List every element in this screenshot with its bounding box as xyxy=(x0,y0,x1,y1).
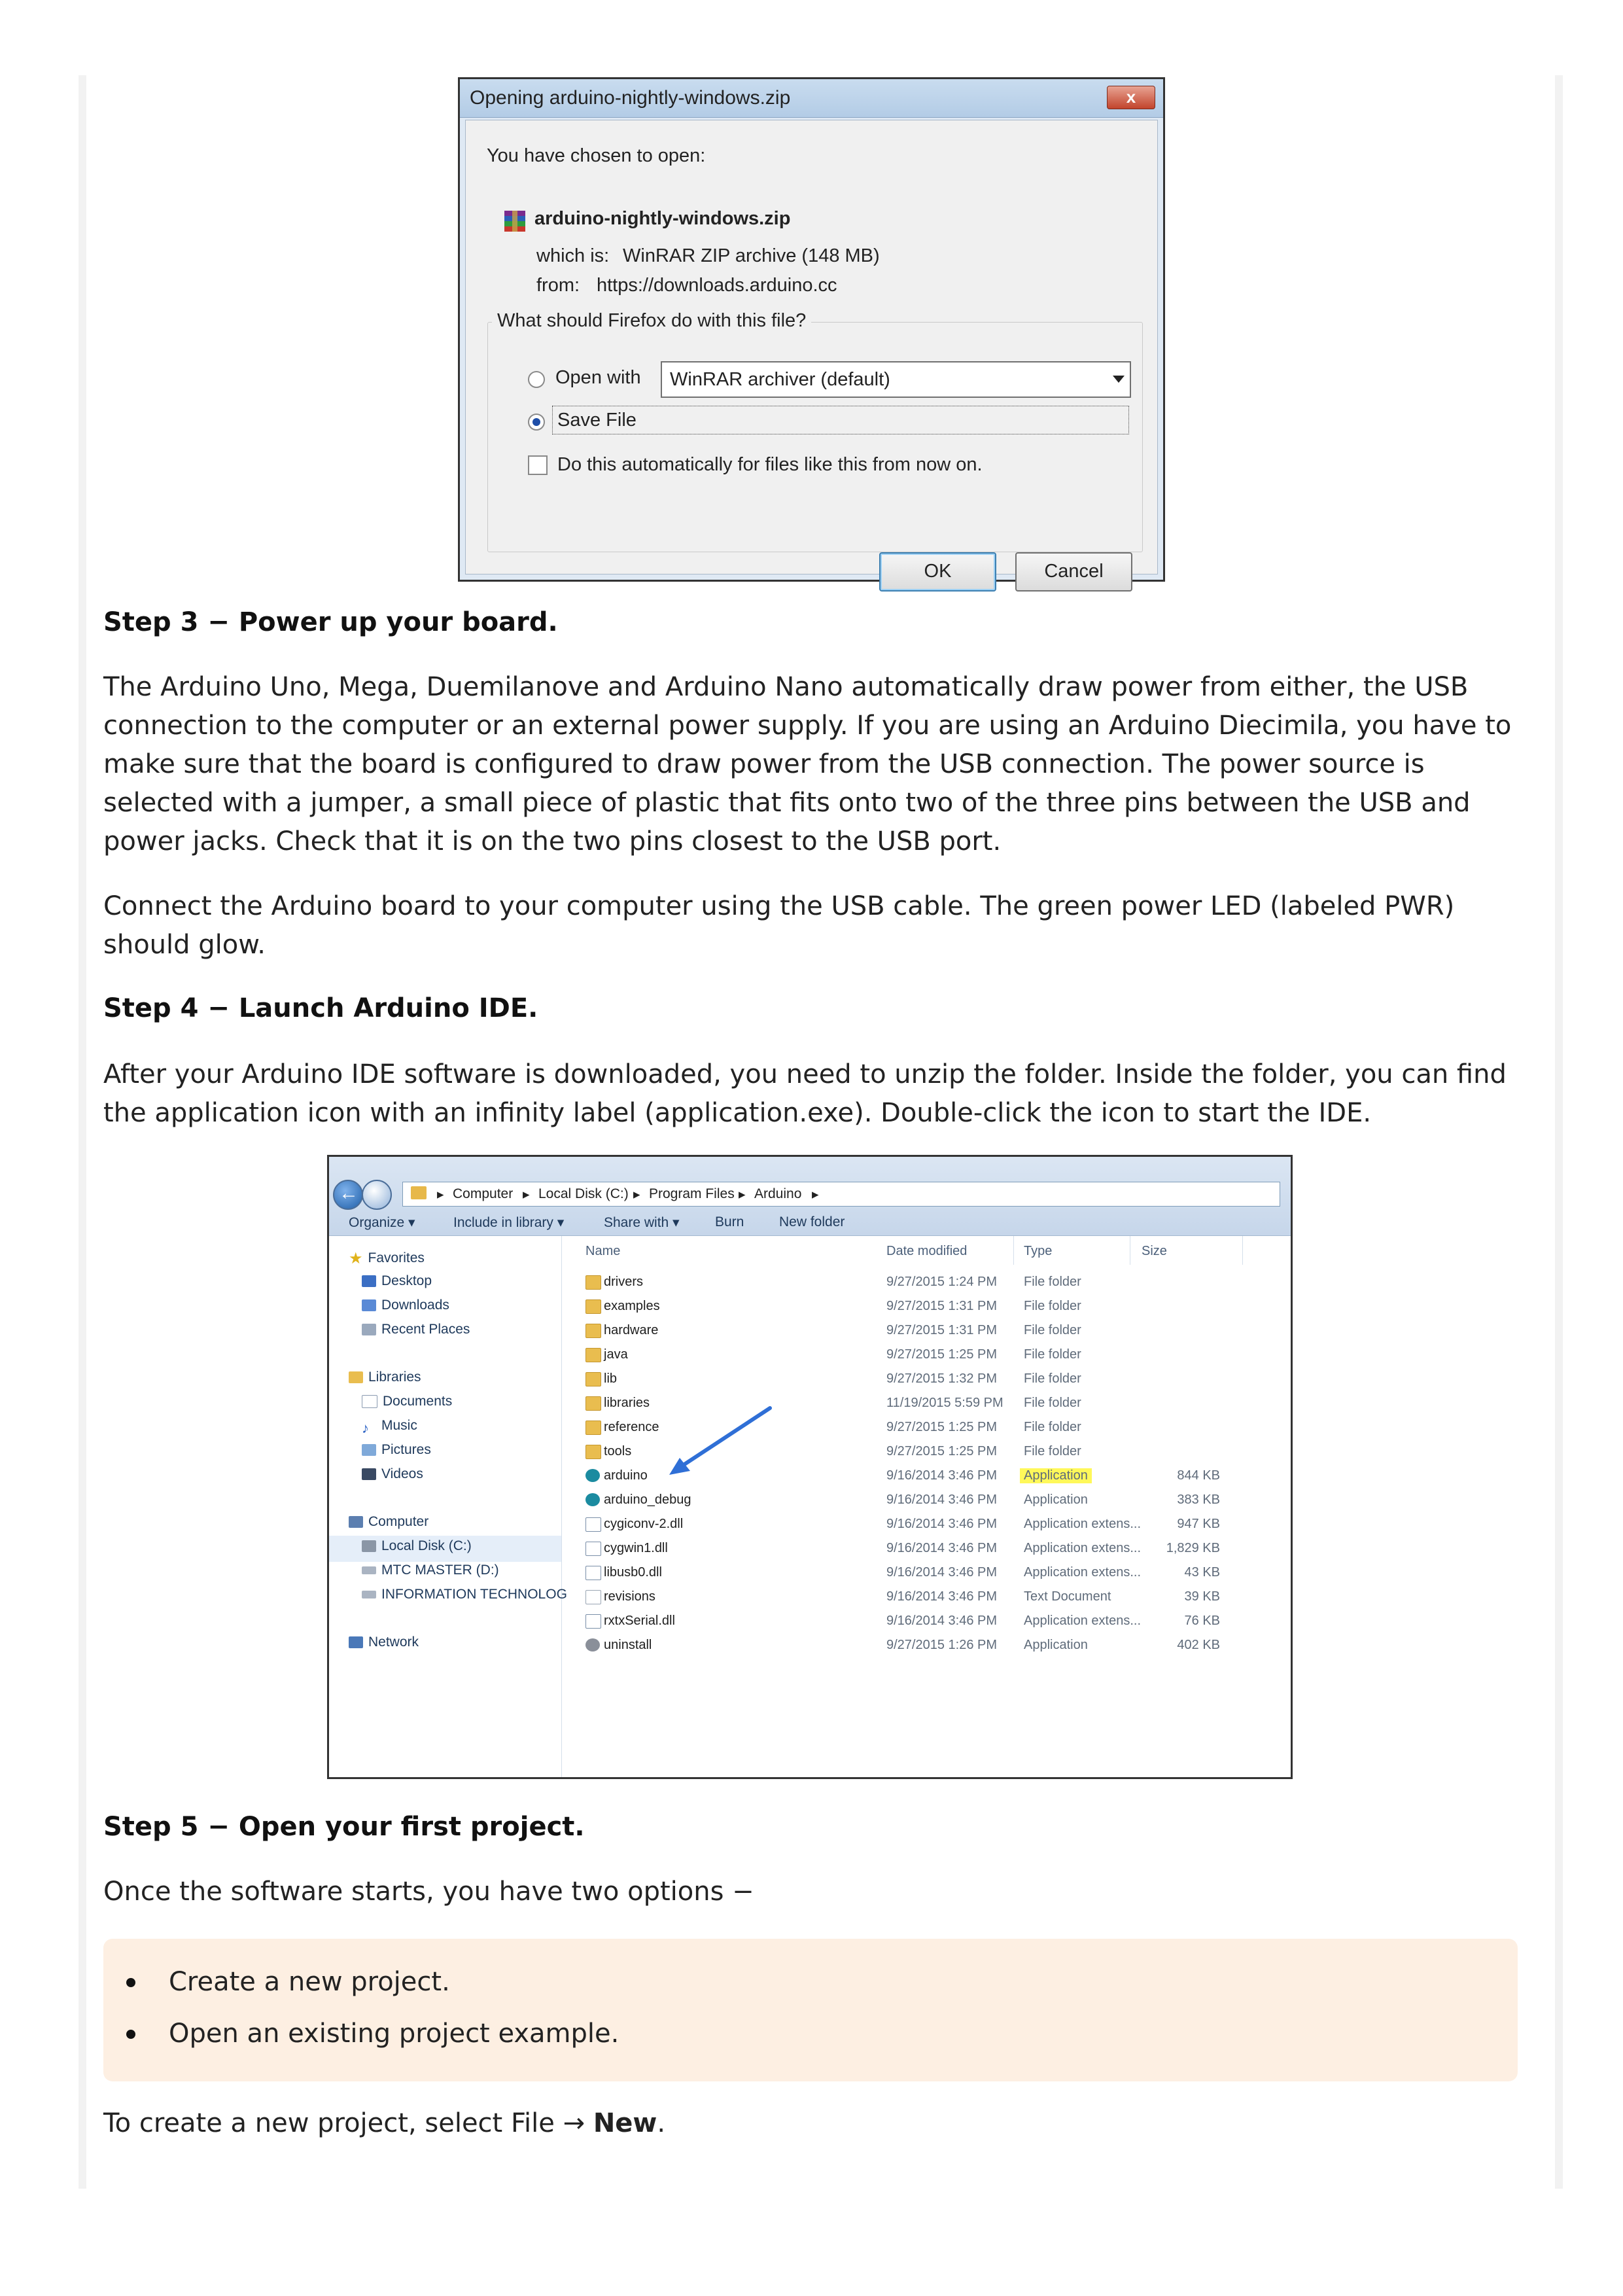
nav-libraries[interactable] xyxy=(349,1369,421,1385)
star-icon: ★ xyxy=(349,1250,363,1267)
file-size: 43 KB xyxy=(1184,1565,1220,1580)
file-date: 9/16/2014 3:46 PM xyxy=(886,1517,998,1531)
file-type: Application xyxy=(1024,1492,1088,1507)
bullet-icon xyxy=(126,1978,135,1987)
option-item: Create a new project. xyxy=(169,1967,450,1997)
music-icon: ♪ xyxy=(362,1420,369,1437)
from-label: from: xyxy=(536,275,580,296)
back-button[interactable] xyxy=(333,1180,363,1210)
file-name: cygiconv-2.dll xyxy=(604,1517,684,1531)
forward-button[interactable] xyxy=(362,1180,392,1210)
breadcrumb-arduino[interactable]: Arduino xyxy=(754,1186,802,1201)
file-date: 9/27/2015 1:25 PM xyxy=(886,1420,998,1434)
folder-icon xyxy=(585,1445,601,1459)
nav-label: MTC MASTER (D:) xyxy=(381,1563,499,1578)
nav-favorites[interactable] xyxy=(349,1249,425,1268)
step3-heading: Step 3 − Power up your board. xyxy=(103,607,558,637)
auto-label: Do this automatically for files like this from now on. xyxy=(557,454,983,475)
nav-label: Videos xyxy=(381,1466,423,1481)
file-type: File folder xyxy=(1024,1371,1081,1386)
file-name: libraries xyxy=(604,1396,650,1410)
arduino-infinity-icon xyxy=(585,1493,600,1506)
auto-checkbox[interactable] xyxy=(528,455,548,475)
question-label: What should Firefox do with this file? xyxy=(492,310,811,332)
file-type: Application extens... xyxy=(1024,1541,1141,1555)
file-name: uninstall xyxy=(604,1638,652,1652)
breadcrumb-program-files[interactable]: Program Files xyxy=(649,1186,735,1201)
nav-label: Recent Places xyxy=(381,1322,470,1337)
explorer-toolbar xyxy=(329,1209,1291,1235)
computer-icon xyxy=(349,1516,363,1528)
organize-button[interactable]: Organize ▾ xyxy=(349,1215,415,1230)
file-type: File folder xyxy=(1024,1396,1081,1410)
table-row[interactable] xyxy=(562,1610,1291,1634)
annotation-arrow-icon xyxy=(660,1403,778,1481)
save-file-label: Save File xyxy=(557,410,637,431)
table-row[interactable] xyxy=(562,1634,1291,1658)
nav-videos[interactable] xyxy=(362,1466,423,1482)
table-row[interactable] xyxy=(562,1271,1291,1295)
nav-downloads[interactable] xyxy=(362,1298,449,1313)
nav-network[interactable] xyxy=(349,1634,419,1650)
file-type: File folder xyxy=(1024,1323,1081,1337)
column-type[interactable]: Type xyxy=(1024,1244,1053,1258)
file-type: File folder xyxy=(1024,1444,1081,1458)
text-line: The Arduino Uno, Mega, Duemilanove and Arduino Nano automatically draw power from either, the USB xyxy=(103,672,1469,702)
save-file-focus xyxy=(552,406,1129,434)
file-size: 947 KB xyxy=(1177,1517,1220,1531)
column-size[interactable]: Size xyxy=(1142,1244,1167,1258)
share-with-button[interactable]: Share with ▾ xyxy=(604,1215,680,1230)
nav-label: Pictures xyxy=(381,1442,431,1457)
folder-icon xyxy=(585,1299,601,1314)
text-line: the application icon with an infinity label (application.exe). Double-click the icon to start the IDE. xyxy=(103,1098,1372,1128)
file-name: lib xyxy=(604,1371,618,1386)
cancel-button[interactable]: Cancel xyxy=(1015,552,1132,592)
file-name: arduino_debug xyxy=(604,1492,691,1507)
file-date: 9/27/2015 1:32 PM xyxy=(886,1371,998,1386)
nav-label: Libraries xyxy=(368,1369,421,1385)
file-type: Application extens... xyxy=(1024,1565,1141,1580)
text-line: Connect the Arduino board to your computer using the USB cable. The green power LED (labeled PWR) xyxy=(103,891,1455,921)
column-date-modified[interactable]: Date modified xyxy=(886,1244,968,1258)
table-row[interactable] xyxy=(562,1585,1291,1610)
file-date: 9/27/2015 1:31 PM xyxy=(886,1323,998,1337)
table-row[interactable] xyxy=(562,1561,1291,1585)
final-line xyxy=(103,2104,1516,2143)
nav-label: Network xyxy=(368,1634,419,1650)
file-date: 9/16/2014 3:46 PM xyxy=(886,1492,998,1507)
step5-intro-text: Once the software starts, you have two options − xyxy=(103,1877,754,1907)
dll-icon xyxy=(585,1517,601,1532)
breadcrumb-sep: ▸ xyxy=(812,1187,819,1202)
file-type-highlighted: Application xyxy=(1020,1468,1092,1483)
file-type: Text Document xyxy=(1024,1589,1111,1604)
nav-label: Desktop xyxy=(381,1273,432,1288)
nav-local-disk[interactable] xyxy=(329,1536,561,1562)
nav-label: Downloads xyxy=(381,1298,449,1313)
open-with-select[interactable] xyxy=(661,361,1131,398)
options-list xyxy=(103,1939,1518,2081)
table-row[interactable] xyxy=(562,1537,1291,1561)
table-row[interactable] xyxy=(562,1295,1291,1319)
file-size: 1,829 KB xyxy=(1166,1541,1220,1555)
pictures-icon xyxy=(362,1444,376,1456)
text-line: connection to the computer or an external power supply. If you are using an Arduino Diecimila, you have to xyxy=(103,711,1512,741)
step5-final xyxy=(103,2104,1516,2143)
network-icon xyxy=(349,1636,363,1648)
new-folder-button[interactable]: New folder xyxy=(779,1214,845,1229)
explorer-header xyxy=(329,1157,1291,1236)
step3-paragraph xyxy=(103,668,1516,861)
text-line: After your Arduino IDE software is downloaded, you need to unzip the folder. Inside the folder, you can find xyxy=(103,1059,1507,1089)
chevron-down-icon xyxy=(1113,376,1125,383)
breadcrumb-computer[interactable]: Computer xyxy=(453,1186,514,1201)
file-date: 9/16/2014 3:46 PM xyxy=(886,1614,998,1628)
breadcrumb-sep: ▸ xyxy=(739,1187,746,1202)
navigation-pane xyxy=(329,1236,567,1777)
file-name: arduino-nightly-windows.zip xyxy=(534,208,791,229)
breadcrumb-sep: ▸ xyxy=(437,1187,444,1202)
videos-icon xyxy=(362,1468,376,1480)
file-date: 11/19/2015 5:59 PM xyxy=(886,1396,1003,1410)
column-name[interactable]: Name xyxy=(585,1244,621,1258)
step5-intro xyxy=(103,1873,1516,1911)
step5-section xyxy=(103,1808,1516,1846)
file-date: 9/27/2015 1:31 PM xyxy=(886,1299,998,1313)
folder-icon xyxy=(585,1421,601,1435)
uninstall-icon xyxy=(585,1638,600,1651)
bullet-icon xyxy=(126,2030,135,2039)
file-name: drivers xyxy=(604,1275,644,1289)
file-name: reference xyxy=(604,1420,659,1434)
burn-button[interactable]: Burn xyxy=(715,1214,744,1229)
file-name: arduino xyxy=(604,1468,648,1483)
nav-label: Favorites xyxy=(368,1250,425,1266)
folder-icon xyxy=(585,1275,601,1290)
file-date: 9/27/2015 1:25 PM xyxy=(886,1444,998,1458)
text-line: make sure that the board is configured to draw power from the USB connection. The power source is xyxy=(103,749,1425,779)
which-is-value: WinRAR ZIP archive (148 MB) xyxy=(623,245,880,266)
explorer-window xyxy=(327,1155,1293,1779)
file-type: File folder xyxy=(1024,1275,1081,1289)
text-line: power jacks. Check that it is on the two pins closest to the USB port. xyxy=(103,826,1002,857)
file-name: cygwin1.dll xyxy=(604,1541,668,1555)
folder-icon xyxy=(585,1348,601,1362)
dialog-title-bar xyxy=(460,79,1163,118)
step4-section xyxy=(103,989,1516,1028)
open-with-label: Open with xyxy=(555,367,641,388)
file-date: 9/27/2015 1:25 PM xyxy=(886,1347,998,1362)
table-row[interactable] xyxy=(562,1343,1291,1368)
dll-icon xyxy=(585,1542,601,1556)
dll-icon xyxy=(585,1566,601,1580)
address-bar[interactable] xyxy=(402,1182,1280,1207)
open-with-value: WinRAR archiver (default) xyxy=(670,369,890,390)
dialog-body xyxy=(465,120,1158,582)
option-item: Open an existing project example. xyxy=(169,2019,620,2049)
file-size: 39 KB xyxy=(1184,1589,1220,1604)
libraries-icon xyxy=(349,1371,363,1383)
ok-button[interactable]: OK xyxy=(879,552,996,592)
file-type: Application extens... xyxy=(1024,1614,1141,1628)
which-is-label: which is: xyxy=(536,245,610,266)
file-date: 9/16/2014 3:46 PM xyxy=(886,1565,998,1580)
winrar-archive-icon xyxy=(503,209,527,234)
file-type: Application xyxy=(1024,1638,1088,1652)
nav-documents[interactable] xyxy=(362,1394,452,1409)
text-line: selected with a jumper, a small piece of plastic that fits onto two of the three pins between the USB and xyxy=(103,788,1471,818)
drive-icon xyxy=(362,1540,376,1552)
step3-paragraph-2 xyxy=(103,887,1516,964)
text-document-icon xyxy=(585,1590,601,1604)
table-row[interactable] xyxy=(562,1489,1291,1513)
file-type: File folder xyxy=(1024,1420,1081,1434)
file-date: 9/27/2015 1:26 PM xyxy=(886,1638,998,1652)
nav-desktop[interactable] xyxy=(362,1273,432,1289)
folder-icon xyxy=(585,1324,601,1338)
nav-computer[interactable] xyxy=(349,1514,428,1530)
file-type: File folder xyxy=(1024,1347,1081,1362)
file-size: 402 KB xyxy=(1177,1638,1220,1652)
dll-icon xyxy=(585,1614,601,1629)
file-size: 844 KB xyxy=(1177,1468,1220,1483)
step4-paragraph xyxy=(103,1055,1516,1133)
file-name: tools xyxy=(604,1444,632,1458)
file-size: 76 KB xyxy=(1184,1614,1220,1628)
nav-label: INFORMATION TECHNOLOG xyxy=(381,1587,567,1602)
nav-mtc-master[interactable] xyxy=(362,1563,499,1578)
breadcrumb-sep: ▸ xyxy=(633,1187,640,1202)
breadcrumb-local-disk[interactable]: Local Disk (C:) xyxy=(538,1186,629,1201)
downloads-icon xyxy=(362,1299,376,1311)
file-name: revisions xyxy=(604,1589,655,1604)
action-group xyxy=(487,322,1143,552)
nav-pictures[interactable] xyxy=(362,1442,431,1458)
folder-icon xyxy=(411,1186,427,1199)
file-date: 9/27/2015 1:24 PM xyxy=(886,1275,998,1289)
folder-icon xyxy=(585,1396,601,1411)
table-row[interactable] xyxy=(562,1319,1291,1343)
open-with-radio[interactable] xyxy=(528,371,545,388)
file-type: File folder xyxy=(1024,1299,1081,1313)
step3-section xyxy=(103,603,1516,642)
file-date: 9/16/2014 3:46 PM xyxy=(886,1589,998,1604)
column-divider xyxy=(1242,1236,1243,1265)
menu-new-label: New xyxy=(593,2108,657,2138)
nav-label: Music xyxy=(381,1418,417,1433)
documents-icon xyxy=(362,1395,377,1408)
chosen-label: You have chosen to open: xyxy=(487,145,706,166)
file-type: Application extens... xyxy=(1024,1517,1141,1531)
include-in-library-button[interactable]: Include in library ▾ xyxy=(453,1215,565,1230)
table-row[interactable] xyxy=(562,1368,1291,1392)
file-name: libusb0.dll xyxy=(604,1565,662,1580)
arduino-infinity-icon xyxy=(585,1469,600,1482)
final-suffix: . xyxy=(657,2108,666,2138)
nav-label: Local Disk (C:) xyxy=(381,1538,472,1553)
table-row[interactable] xyxy=(562,1513,1291,1537)
drive-icon xyxy=(362,1566,376,1574)
file-size: 383 KB xyxy=(1177,1492,1220,1507)
nav-label: Computer xyxy=(368,1514,429,1529)
nav-music[interactable] xyxy=(362,1418,417,1437)
file-list xyxy=(562,1236,1291,1777)
from-value: https://downloads.arduino.cc xyxy=(597,275,837,296)
file-name: examples xyxy=(604,1299,660,1313)
nav-information-technology[interactable] xyxy=(362,1587,567,1602)
dialog-title: Opening arduino-nightly-windows.zip xyxy=(470,87,791,109)
text-line: should glow. xyxy=(103,930,266,960)
column-divider xyxy=(1013,1236,1014,1265)
breadcrumb-sep: ▸ xyxy=(523,1187,530,1202)
download-dialog xyxy=(458,77,1165,582)
file-name: hardware xyxy=(604,1323,659,1337)
file-date: 9/16/2014 3:46 PM xyxy=(886,1541,998,1555)
file-date: 9/16/2014 3:46 PM xyxy=(886,1468,998,1483)
step5-heading: Step 5 − Open your first project. xyxy=(103,1812,585,1842)
close-button[interactable]: x xyxy=(1107,86,1155,109)
folder-icon xyxy=(585,1372,601,1386)
file-name: rxtxSerial.dll xyxy=(604,1614,675,1628)
save-file-radio[interactable] xyxy=(528,414,545,431)
recent-places-icon xyxy=(362,1324,376,1335)
nav-recent-places[interactable] xyxy=(362,1322,470,1337)
final-prefix: To create a new project, select File → xyxy=(103,2108,593,2138)
desktop-icon xyxy=(362,1275,376,1287)
step4-heading: Step 4 − Launch Arduino IDE. xyxy=(103,993,538,1023)
nav-label: Documents xyxy=(383,1394,453,1409)
drive-icon xyxy=(362,1591,376,1598)
file-name: java xyxy=(604,1347,628,1362)
